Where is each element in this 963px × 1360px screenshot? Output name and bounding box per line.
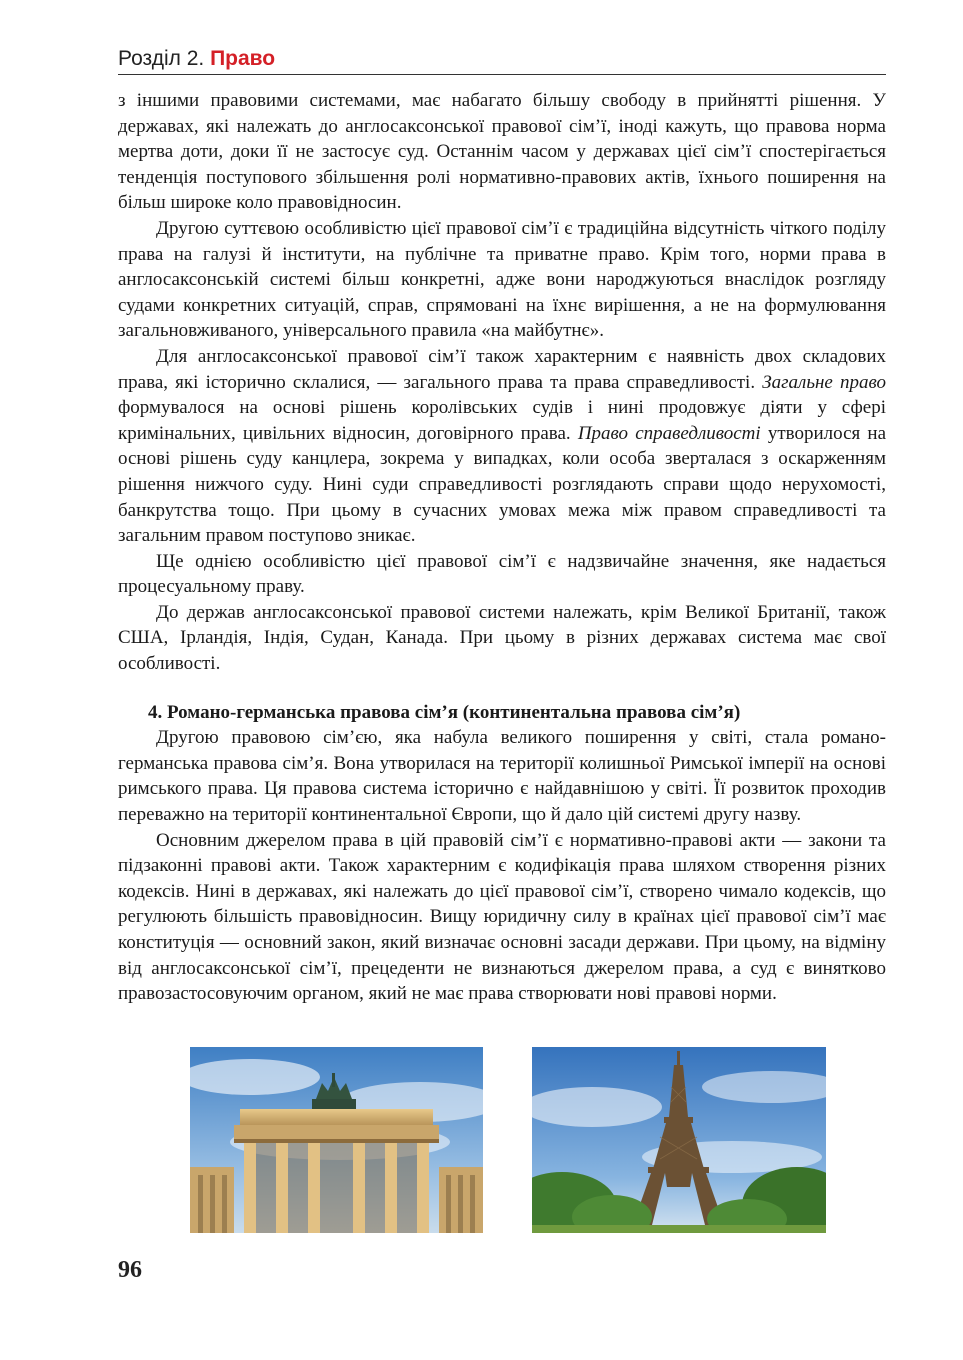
brandenburg-gate-image — [190, 1047, 483, 1233]
term-equity-law: Право справедливості — [577, 422, 761, 444]
chapter-topic: Право — [210, 47, 276, 70]
page-number: 96 — [118, 1257, 142, 1283]
paragraph: Ще однією особливістю цієї правової сім’ї є надзвичайне значення, яке надається процесуальному праву. — [118, 550, 886, 598]
eiffel-tower-photo — [532, 1047, 826, 1233]
paragraph-text: формувалося на основі рішень королівських судів і нині продовжує діяти у сфері кримінальних, цивільних відносин, договірного права. — [118, 397, 886, 444]
paragraph: Другою суттєвою особливістю цієї правової сім’ї є традиційна відсутність чіткого поділу права на галузі й інститути, на публічне та приватне право. Крім того, норми права в англосаксонській системі більш конкретні, адже вони народжуються внаслідок розгляду судами конкретних ситуацій, справ, спрямовані на їхнє вирішення, а не на формулювання загальновживаного, універсального правила «на майбутнє». — [118, 217, 886, 342]
paragraph: Основним джерелом права в цій правовій сім’ї є нормативно-правові акти — закони та підзаконні правові акти. Також характерним є кодифікація права шляхом створення різних кодексів. Нині в державах, які належать до цієї правової сім’ї, створено чимало кодексів, що регулюють більшість правовідносин. Вищу юридичну силу в країнах цієї правової сім’ї має конституція — основний закон, який визначає основні засади держави. При цьому, на відміну від англосаксонської сім’ї, прецеденти не визнаються джерелом права, а суд є винятково правозастосовуючим органом, який не має права створювати нові правові норми. — [118, 829, 886, 1005]
chapter-header — [118, 46, 886, 72]
chapter-section: Розділ 2. — [118, 47, 205, 70]
term-common-law: Загальне право — [762, 371, 886, 393]
paragraph: До держав англосаксонської правової системи належать, крім Великої Британії, також США, Ірландія, Індія, Судан, Канада. При цьому в різних державах система має свої особливості. — [118, 601, 886, 675]
paragraph-text: Для англосаксонської правової сім’ї також характерним є наявність двох складових права, які історично склалися, — загального права та права справедливості. — [118, 345, 886, 393]
eiffel-tower-image — [532, 1047, 826, 1233]
section-heading: 4. Романо-германська правова сім’я (континентальна правова сім’я) — [148, 701, 741, 723]
header-divider — [118, 74, 886, 75]
brandenburg-gate-photo — [190, 1047, 483, 1233]
paragraph-text: утворилося на основі рішень суду канцлера, зокрема у випадках, коли особа зверталася з оскарженням рішення нижчого суду. Нині суди справедливості розглядають справи щодо нерухомості, банкрутства тощо. При цьому в сучасних умовах межа між правом справедливості та загальним правом поступово зникає. — [118, 422, 887, 547]
paragraph: Другою правовою сім’єю, яка набула великого поширення у світі, стала романо-германська правова сім’я. Вона утворилася на території колишньої Римської імперії на основі римського права. Ця правова система історично є найдавнішою у світі. Її розвиток проходив переважно на території континентальної Європи, що й дало цій системі другу назву. — [118, 727, 886, 826]
paragraph: з іншими правовими системами, має набагато більшу свободу в прийнятті рішення. У державах, які належать до англосаксонської правової сім’ї, іноді кажуть, що правова норма мертва доти, доки її не застосує суд. Останнім часом у державах цієї сім’ї спостерігається тенденція поступового збільшення ролі нормативно-правових актів, їхнього поширення на більш широке коло правовідносин. — [118, 90, 886, 214]
page-body — [118, 88, 886, 1007]
paragraph — [118, 344, 886, 549]
